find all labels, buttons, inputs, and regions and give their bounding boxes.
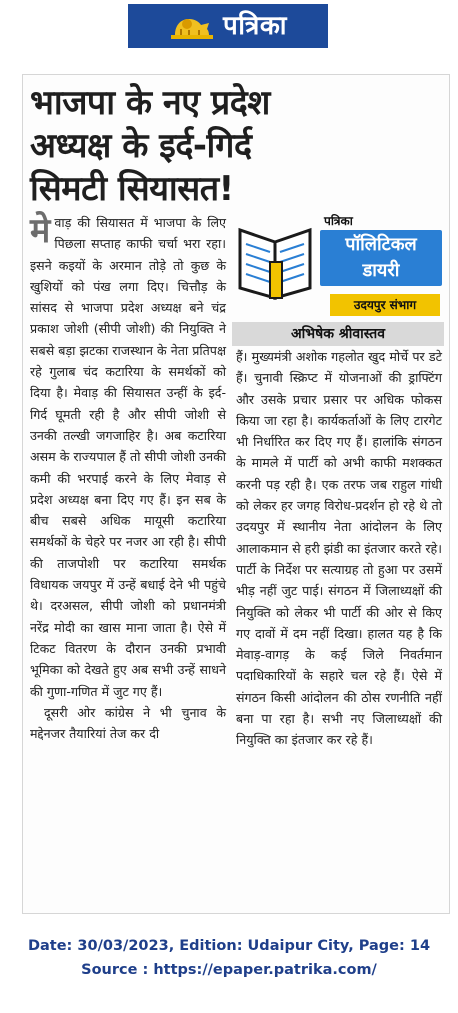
lion-emblem-icon — [169, 11, 215, 41]
paragraph-2-continued: हैं। मुख्यमंत्री अशोक गहलोत खुद मोर्चे पर डटे हैं। चुनावी स्क्रिप्ट में योजनाओं की ड्राफ्टिंग और उसके प्रचार प्रसार पर अधिक फोकस किया जा रहा है। कार्यकर्ताओं के लिए टारगेट भी निर्धारित कर दिए गए हैं। हालांकि संगठन के मामले में पार्टी को अभी काफी मशक्कत करनी पड़ रही है। एक तरफ जब राहुल गांधी को लेकर हर जगह विरोध-प्रदर्शन हो रहे थे तो उदयपुर में स्थानीय नेता आंदोलन के लिए आलाकमान से हरी झंडी का इंतजार करते रहे। पार्टी के निर्देश पर सत्याग्रह तो हुआ पर उसमें भीड़ नहीं जुट पाई। संगठन में जिलाध्यक्षों की नियुक्ति को लेकर भी पार्टी की ओर से किए गए दावों में दम नहीं दिखा। हालत यह है कि मेवाड़-वागड़ के कई जिले निवर्तमान पदाधिकारियों के सहारे चल रहे हैं। ऐसे में संगठन किसी आंदोलन की ठोस रणनीति नहीं बना पा रहा है। सभी नए जिलाध्यक्षों की नियुक्ति का इंतजार कर रहे हैं। — [236, 349, 442, 748]
logo-title-banner — [320, 230, 442, 286]
logo-title-line-2: डायरी — [362, 260, 400, 281]
article-column-2 — [236, 346, 442, 751]
logo-title-line-1: पॉलिटिकल — [345, 234, 417, 255]
logo-brand: पत्रिका — [324, 214, 353, 228]
paragraph-1-text: वाड़ की सियासत में भाजपा के लिए पिछला सप्ताह काफी चर्चा भरा रहा। इसने कइयों के अरमान तोड़े तो कुछ के खुशियों को पंख लगा दिए। चित्तौड़ के सांसद से भाजपा प्रदेश अध्यक्ष बने चंद्र प्रकाश जोशी (सीपी जोशी) की नियुक्ति ने सबसे बड़ा झटका राजस्थान के नेता प्रतिपक्ष रहे गुलाब चंद कटारिया के समर्थकों को दिया है। मेवाड़ की सियासत उन्हीं के इर्द-गिर्द घूमती रही है और सीपी जोशी से उनकी तल्खी जगजाहिर है। अब कटारिया असम के राज्यपाल हैं तो सीपी जोशी उनकी कमी की भरपाई करने के लिए मेवाड़ से प्रदेश अध्यक्ष बना दिए गए हैं। इन सब के बीच सबसे अधिक मायूसी कटारिया समर्थकों के चेहरे पर नजर आ रही है। सीपी की ताजपोशी पर कटारिया समर्थक विधायक जयपुर में उन्हें बधाई देने भी पहुंचे थे। दरअसल, सीपी जोशी को प्रधानमंत्री नरेंद्र मोदी का खास माना जाता है। ऐसे में टिकट वितरण के दौरान उनकी प्रभावी भूमिका को देखते हुए अब सभी उन्हें साधने की गुणा-गणित में जुट गए हैं। — [30, 215, 226, 699]
political-diary-logo — [232, 210, 444, 342]
logo-division: उदयपुर संभाग — [330, 294, 440, 316]
paragraph-1 — [30, 212, 226, 702]
headline-line-3: सिमटी सियासत! — [30, 169, 234, 209]
footer-source-link[interactable]: Source : https://epaper.patrika.com/ — [81, 962, 377, 978]
drop-cap: मे — [30, 211, 51, 251]
article-column-1 — [30, 212, 226, 744]
open-book-icon — [234, 222, 316, 302]
headline — [30, 82, 330, 211]
masthead — [128, 4, 328, 48]
headline-line-1: भाजपा के नए प्रदेश — [30, 83, 270, 123]
paragraph-2-start: दूसरी ओर कांग्रेस ने भी चुनाव के मद्देनजर तैयारियां तेज कर दी — [30, 704, 226, 742]
author-byline: अभिषेक श्रीवास्तव — [232, 322, 444, 346]
headline-line-2: अध्यक्ष के इर्द-गिर्द — [30, 126, 252, 166]
masthead-title: पत्रिका — [222, 11, 288, 41]
footer-date-line: Date: 30/03/2023, Edition: Udaipur City, Page: 14 — [27, 938, 431, 954]
